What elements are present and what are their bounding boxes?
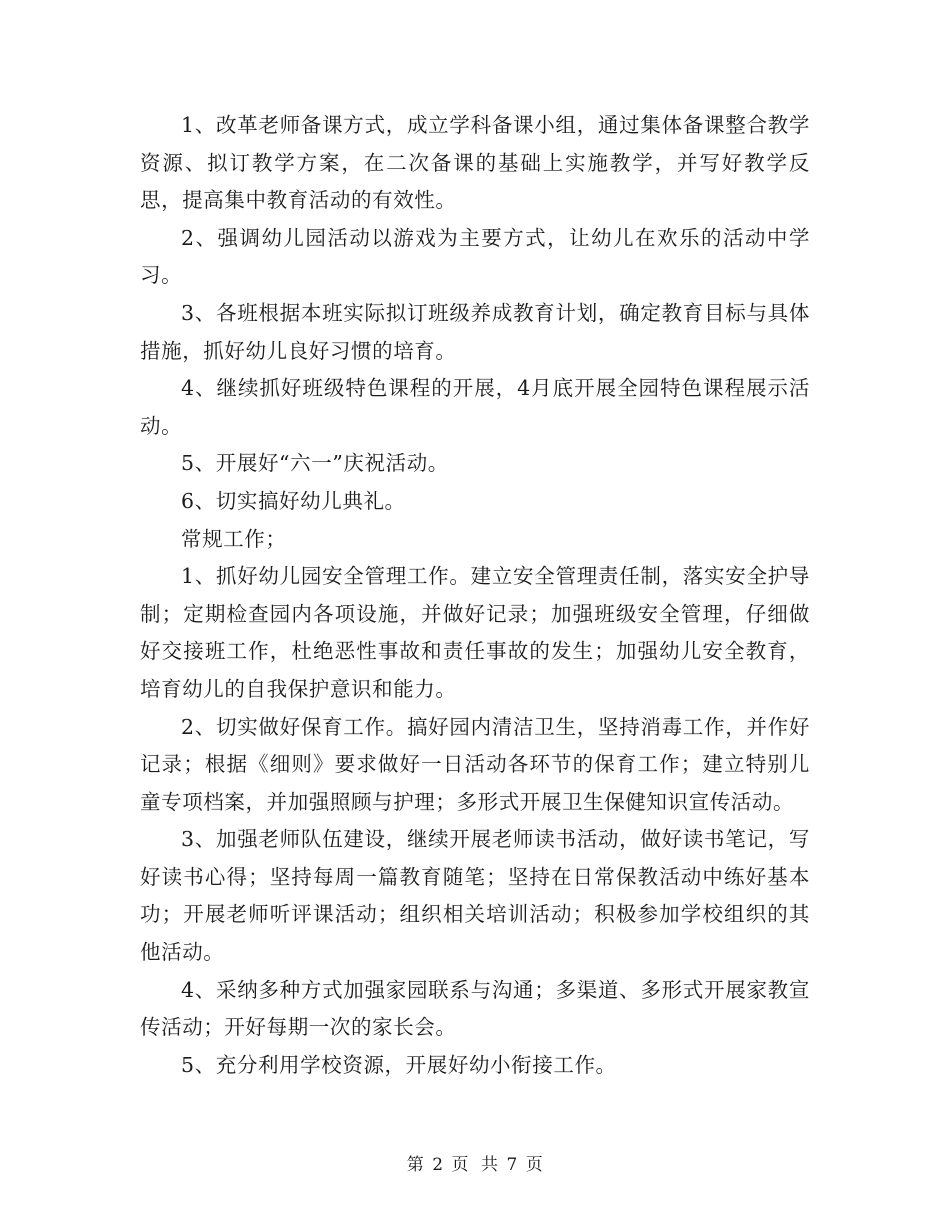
paragraph-3: 3、各班根据本班实际拟订班级养成教育计划，确定教育目标与具体措施，抓好幼儿良好习惯的培育。: [140, 300, 810, 363]
footer-prefix: 第: [406, 1155, 425, 1175]
page-footer: [0, 1150, 950, 1175]
paragraph-9: 3、加强老师队伍建设，继续开展老师读书活动，做好读书笔记，写好读书心得；坚持每周一篇教育随笔；坚持在日常保教活动中练好基本功；开展老师听评课活动；组织相关培训活动；积极参加学校组织的其他活动。: [140, 827, 810, 965]
footer-current-page: 2: [432, 1155, 444, 1175]
footer-middle: 页 共: [451, 1155, 499, 1175]
section-heading-routine-work: 常规工作；: [181, 526, 287, 551]
paragraph-8: 2、切实做好保育工作。搞好园内清洁卫生，坚持消毒工作，并作好记录；根据《细则》要求做好一日活动各环节的保育工作；建立特别儿童专项档案，并加强照顾与护理；多形式开展卫生保健知识宣传活动。: [140, 714, 810, 814]
document-body: [140, 107, 810, 1084]
paragraph-7: 1、抓好幼儿园安全管理工作。建立安全管理责任制，落实安全护导制；定期检查园内各项设施，并做好记录；加强班级安全管理，仔细做好交接班工作，杜绝恶性事故和责任事故的发生；加强幼儿安全教育，培育幼儿的自我保护意识和能力。: [140, 564, 810, 701]
paragraph-11: 5、充分利用学校资源，开展好幼小衔接工作。: [181, 1052, 617, 1077]
paragraph-5: 5、开展好“六一”庆祝活动。: [181, 451, 449, 476]
footer-total-pages: 7: [506, 1155, 518, 1175]
footer-suffix: 页: [525, 1155, 544, 1175]
paragraph-10: 4、采纳多种方式加强家园联系与沟通；多渠道、多形式开展家教宣传活动；开好每期一次的家长会。: [140, 977, 810, 1040]
paragraph-2: 2、强调幼儿园活动以游戏为主要方式，让幼儿在欢乐的活动中学习。: [140, 225, 810, 288]
paragraph-4: 4、继续抓好班级特色课程的开展，4月底开展全园特色课程展示活动。: [140, 376, 810, 438]
paragraph-6: 6、切实搞好幼儿典礼。: [181, 488, 406, 513]
paragraph-1: 1、改革老师备课方式，成立学科备课小组，通过集体备课整合教学资源、拟订教学方案，在二次备课的基础上实施教学，并写好教学反思，提高集中教育活动的有效性。: [140, 113, 810, 213]
